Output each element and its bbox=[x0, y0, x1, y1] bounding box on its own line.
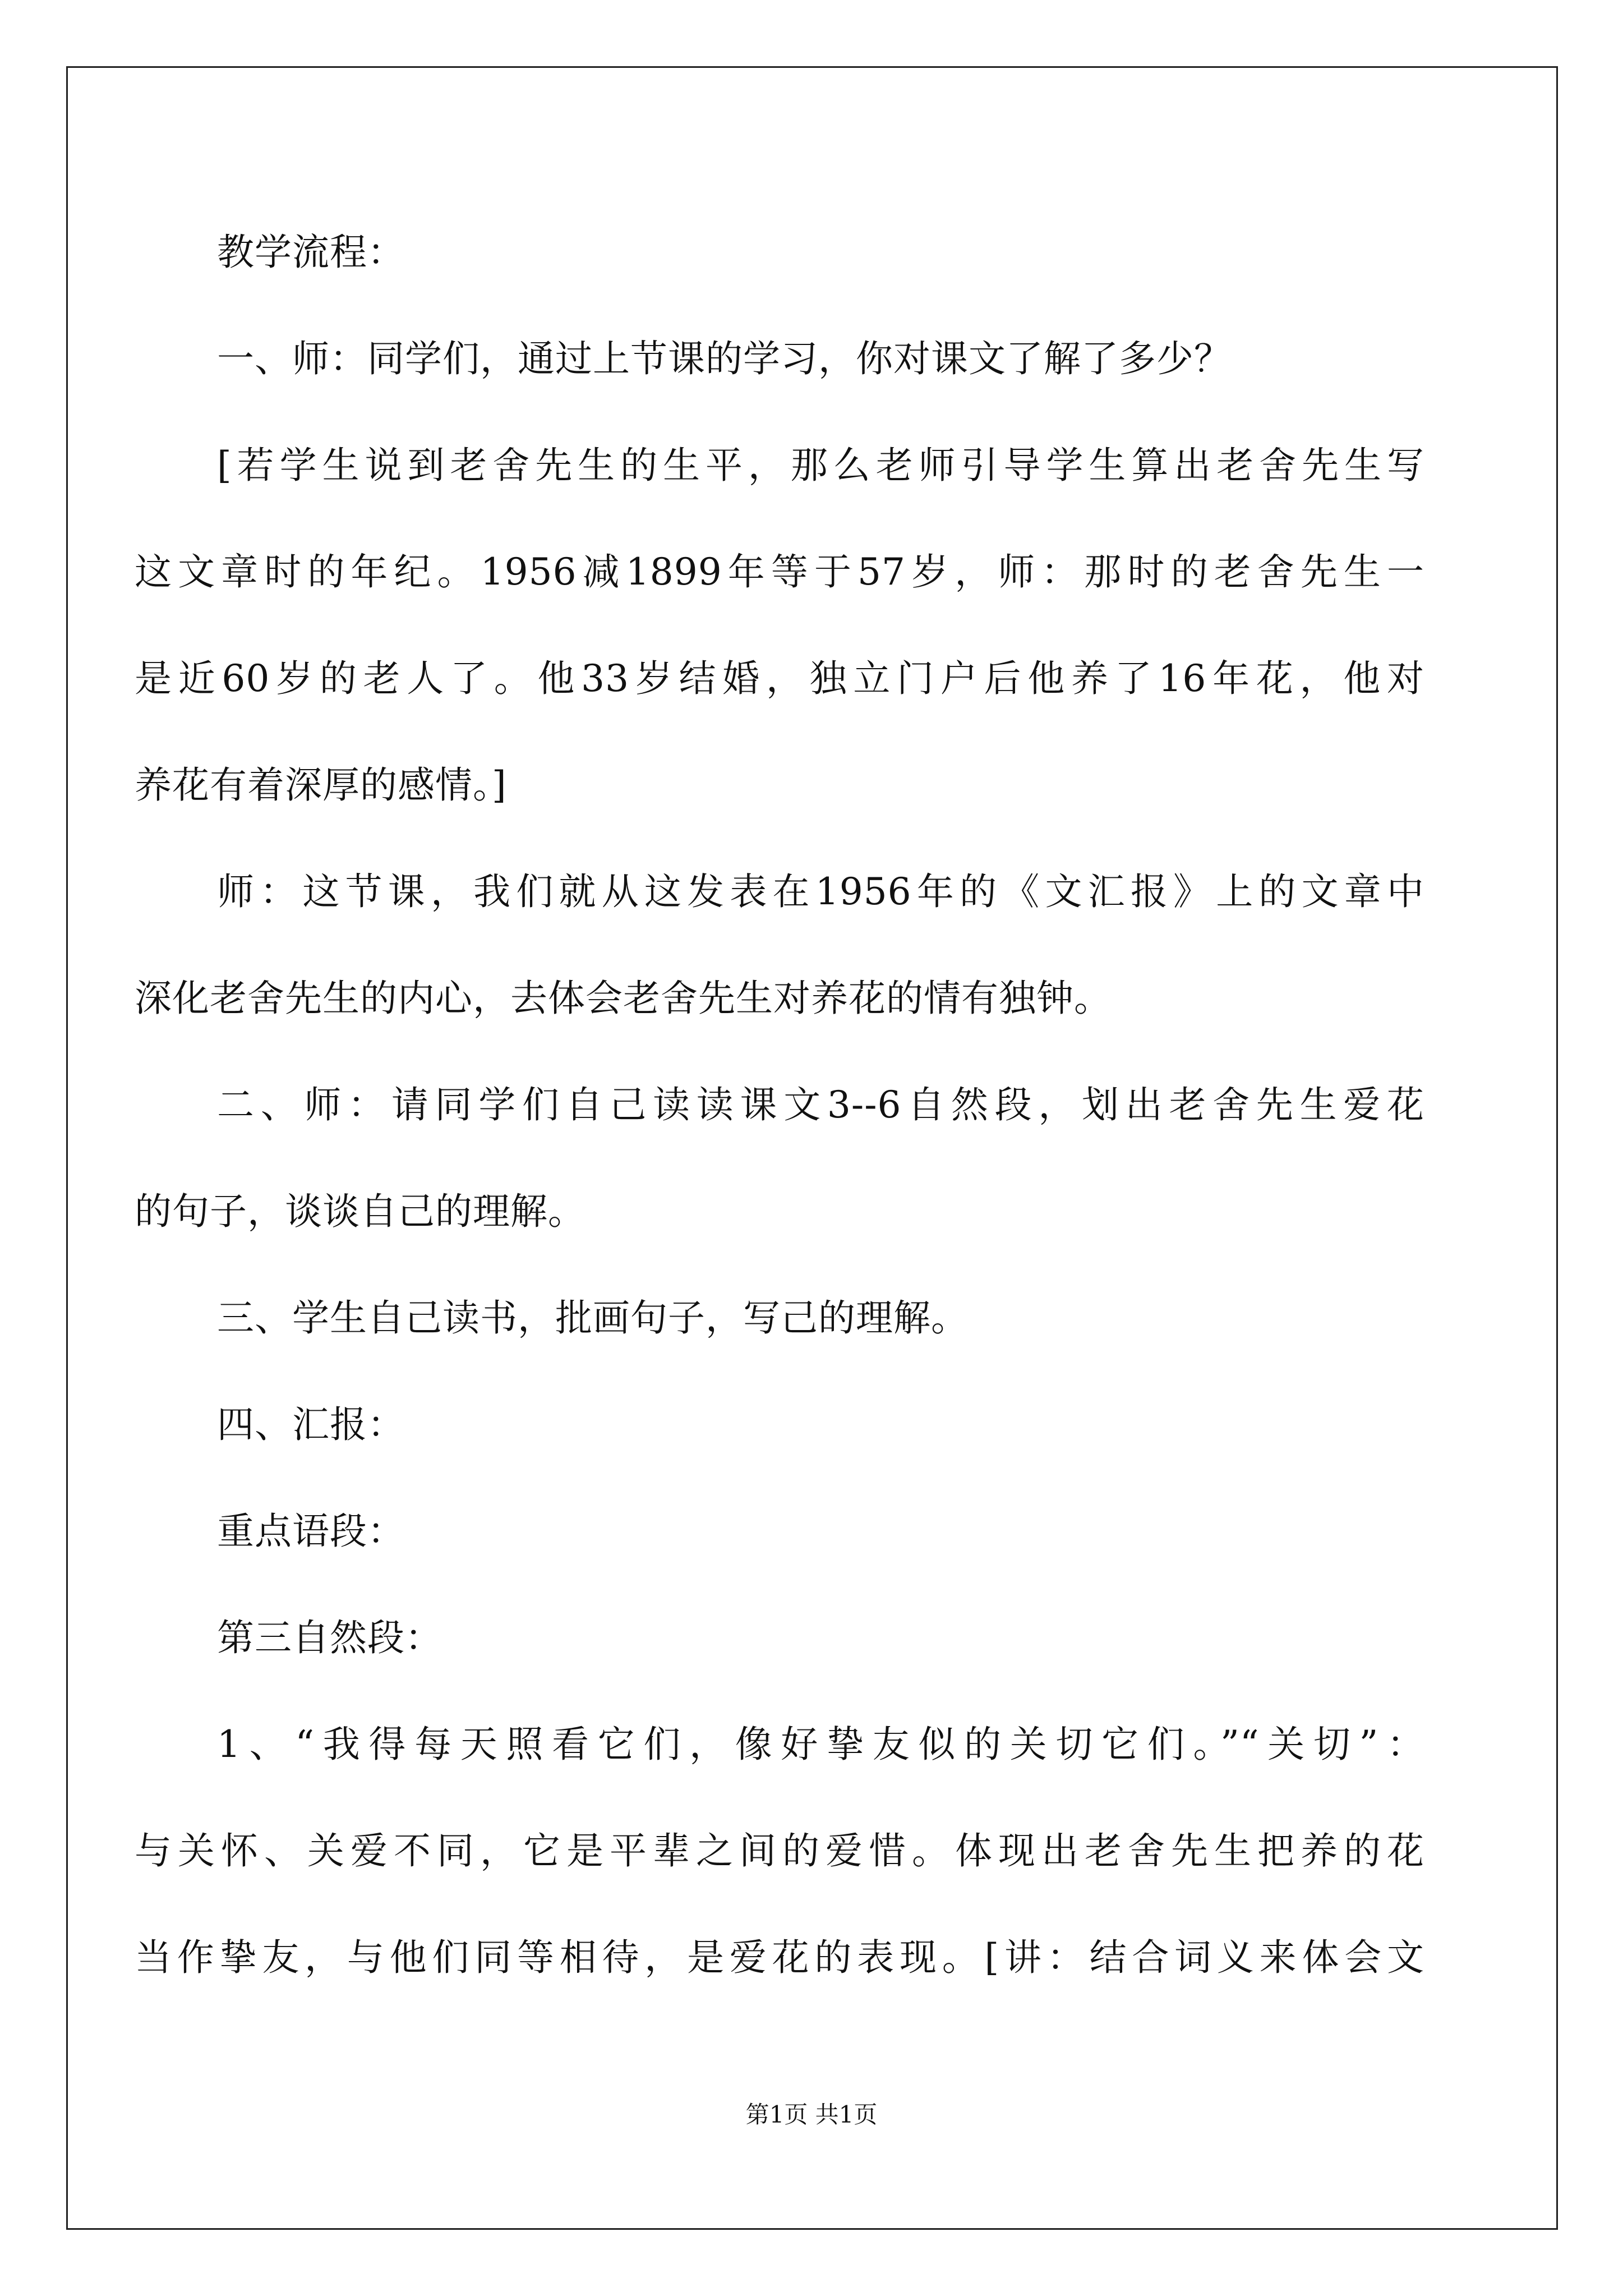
text-line: 第三自然段： bbox=[217, 1616, 442, 1659]
text-line: 二、师：请同学们自己读读课文3--6自然段，划出老舍先生爱花 bbox=[217, 1083, 1424, 1126]
page-border bbox=[66, 66, 1558, 2230]
text-line: 师：这节课，我们就从这发表在1956年的《文汇报》上的文章中 bbox=[217, 870, 1424, 913]
text-line: 重点语段： bbox=[217, 1510, 405, 1553]
text-line: 当作挚友，与他们同等相待，是爱花的表现。[讲：结合词义来体会文 bbox=[135, 1936, 1424, 1979]
text-line: 是近60岁的老人了。他33岁结婚，独立门户后他养了16年花，他对 bbox=[135, 657, 1424, 700]
text-line: 深化老舍先生的内心，去体会老舍先生对养花的情有独钟。 bbox=[135, 977, 1112, 1020]
page-number-footer: 第1页 共1页 bbox=[745, 2101, 878, 2128]
text-line: 四、汇报： bbox=[217, 1403, 405, 1446]
text-line: 养花有着深厚的感情。] bbox=[135, 763, 507, 807]
text-line: 与关怀、关爱不同，它是平辈之间的爱惜。体现出老舍先生把养的花 bbox=[135, 1829, 1424, 1872]
text-line: 一、师：同学们，通过上节课的学习，你对课文了解了多少？ bbox=[217, 337, 1232, 380]
text-line: 的句子，谈谈自己的理解。 bbox=[135, 1190, 585, 1233]
text-line: [若学生说到老舍先生的生平，那么老师引导学生算出老舍先生写 bbox=[217, 444, 1424, 487]
text-line: 三、学生自己读书，批画句子，写己的理解。 bbox=[217, 1296, 969, 1340]
text-line: 教学流程： bbox=[217, 231, 405, 274]
text-line: 这文章时的年纪。1956减1899年等于57岁，师：那时的老舍先生一 bbox=[135, 550, 1424, 593]
text-line: 1、“我得每天照看它们，像好挚友似的关切它们。”“关切”： bbox=[217, 1723, 1424, 1766]
